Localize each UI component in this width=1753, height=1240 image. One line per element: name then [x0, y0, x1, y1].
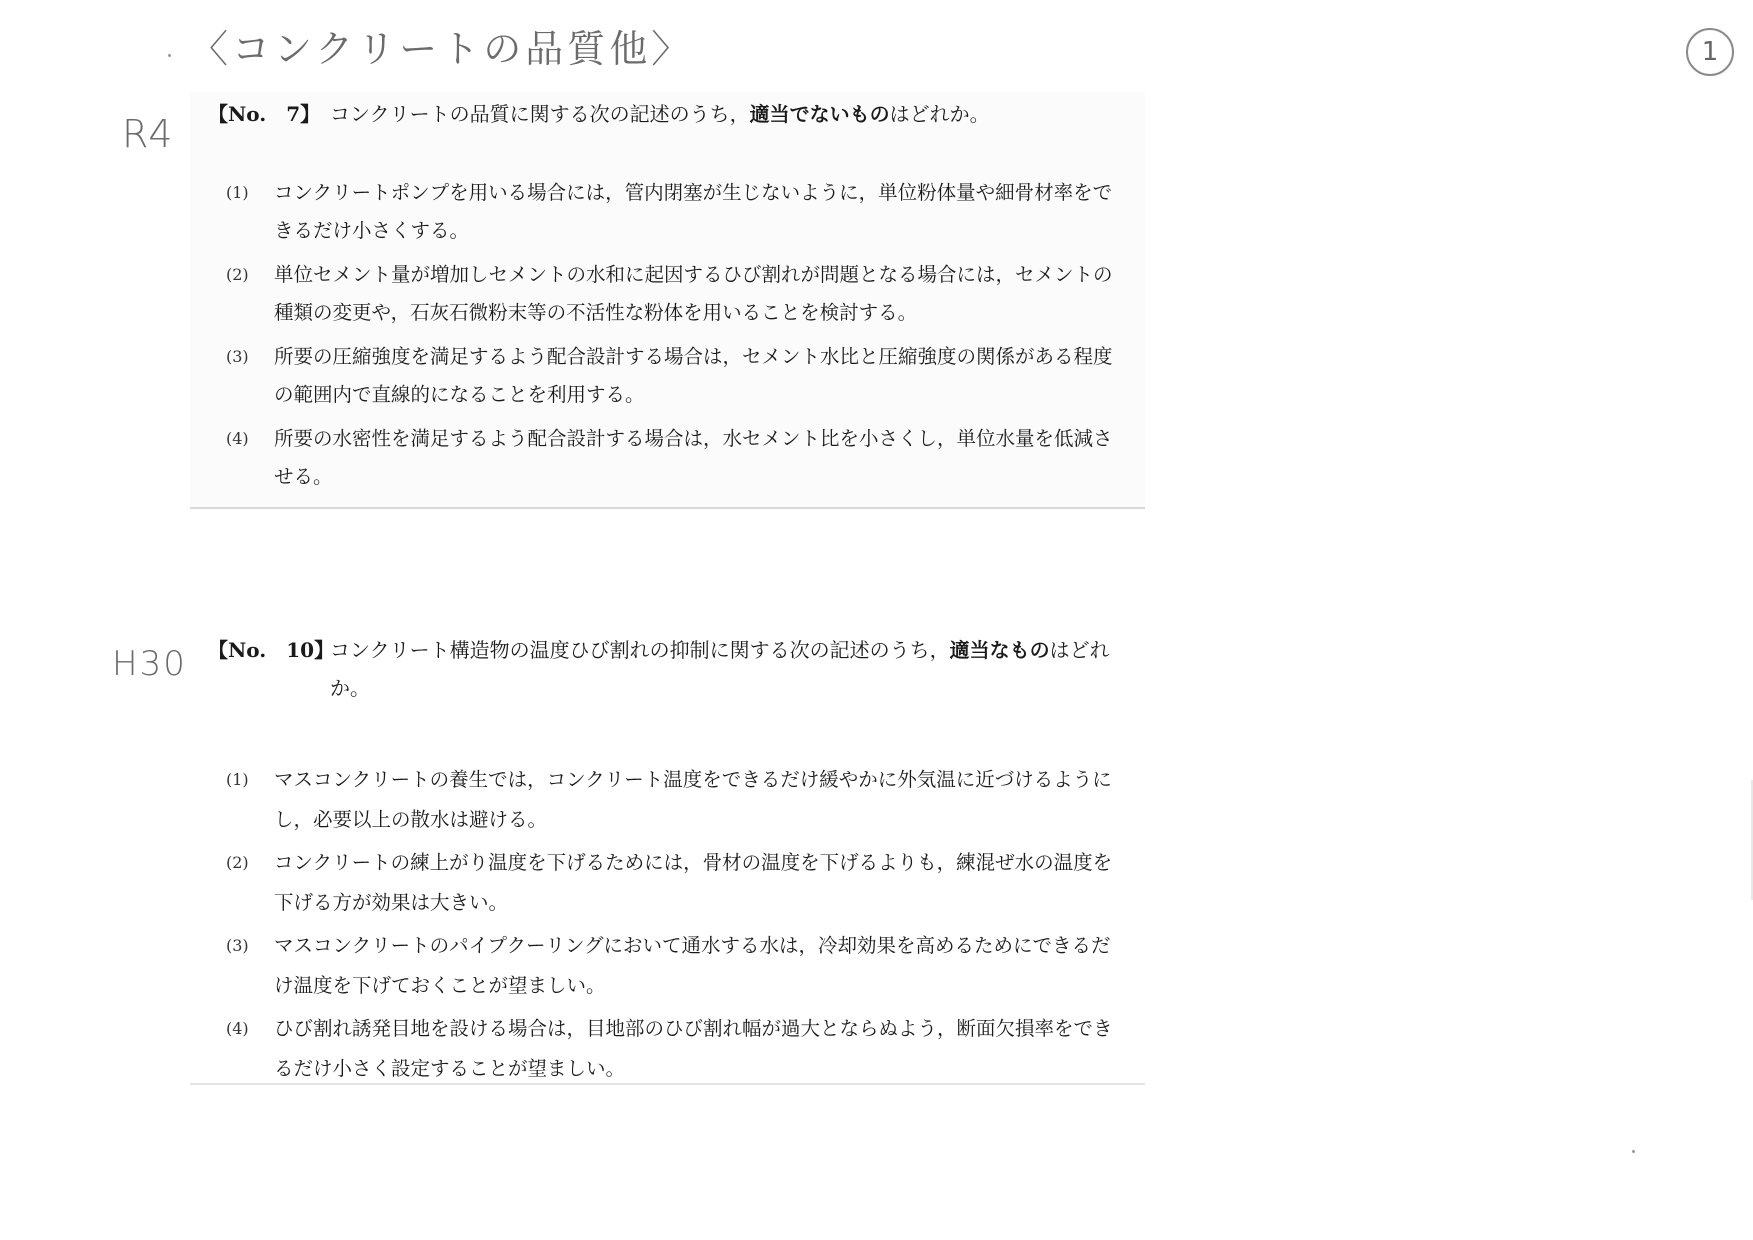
option-number: (4): [226, 1019, 249, 1038]
option-list: [226, 174, 1126, 502]
option-text: ひび割れ誘発目地を設ける場合は，目地部のひび割れ幅が過大とならぬよう，断面欠損率をできるだけ小さく設定することが望ましい。: [274, 1017, 1113, 1080]
handwritten-section-title: 〈コンクリートの品質他〉: [190, 27, 694, 71]
option-number: (1): [226, 770, 249, 789]
option-item-4: [226, 420, 1126, 496]
option-text: コンクリートの練上がり温度を下げるためには，骨材の温度を下げるよりも，練混ぜ水の温度を下げる方が効果は大きい。: [274, 851, 1113, 914]
question-stem-emphasis: 適当なもの: [949, 638, 1050, 662]
handwritten-year-r4: R4: [122, 112, 173, 156]
question-number: 【No. 7】: [208, 102, 321, 126]
handwritten-year-h30: H30: [112, 644, 187, 684]
option-number: (2): [226, 853, 249, 872]
option-item-3: [226, 926, 1126, 1006]
scan-speck: [1632, 1150, 1635, 1153]
option-number: (4): [226, 429, 249, 448]
question-stem-before: コンクリート構造物の温度ひび割れの抑制に関する次の記述のうち，: [330, 638, 950, 662]
option-text: マスコンクリートの養生では，コンクリート温度をできるだけ緩やかに外気温に近づけるようにし，必要以上の散水は避ける。: [274, 768, 1112, 831]
question-stem-after: はどれか。: [330, 638, 1110, 700]
option-item-3: [226, 338, 1126, 414]
option-item-2: [226, 843, 1126, 923]
option-text: コンクリートポンプを用いる場合には，管内閉塞が生じないように，単位粉体量や細骨材率をできるだけ小さくする。: [274, 181, 1113, 242]
option-item-2: [226, 256, 1126, 332]
option-number: (3): [226, 347, 249, 366]
option-list: [226, 760, 1126, 1092]
option-number: (1): [226, 183, 249, 202]
option-item-1: [226, 760, 1126, 840]
option-item-4: [226, 1009, 1126, 1089]
option-text: マスコンクリートのパイプクーリングにおいて通水する水は，冷却効果を高めるためにできるだけ温度を下げておくことが望ましい。: [274, 934, 1111, 997]
question-block-no10: [190, 628, 1145, 1085]
question-stem-emphasis: 適当でないもの: [749, 102, 890, 126]
option-number: (2): [226, 265, 249, 284]
scan-speck: [168, 54, 171, 57]
option-number: (3): [226, 936, 249, 955]
question-stem-before: コンクリートの品質に関する次の記述のうち，: [330, 102, 750, 126]
question-block-no7: [190, 92, 1145, 509]
question-number: 【No. 10】: [208, 638, 335, 662]
page-number-circle: [1686, 28, 1734, 76]
option-item-1: [226, 174, 1126, 250]
option-text: 所要の圧縮強度を満足するよう配合設計する場合は，セメント水比と圧縮強度の関係がある程度の範囲内で直線的になることを利用する。: [274, 345, 1113, 406]
question-stem-after: はどれか。: [889, 102, 990, 126]
question-stem: [330, 631, 1130, 707]
question-stem: [330, 92, 1130, 136]
option-text: 単位セメント量が増加しセメントの水和に起因するひび割れが問題となる場合には，セメントの種類の変更や，石灰石微粉末等の不活性な粉体を用いることを検討する。: [274, 263, 1113, 324]
option-text: 所要の水密性を満足するよう配合設計する場合は，水セメント比を小さくし，単位水量を低減させる。: [274, 427, 1113, 488]
page-number: 1: [1701, 37, 1719, 67]
